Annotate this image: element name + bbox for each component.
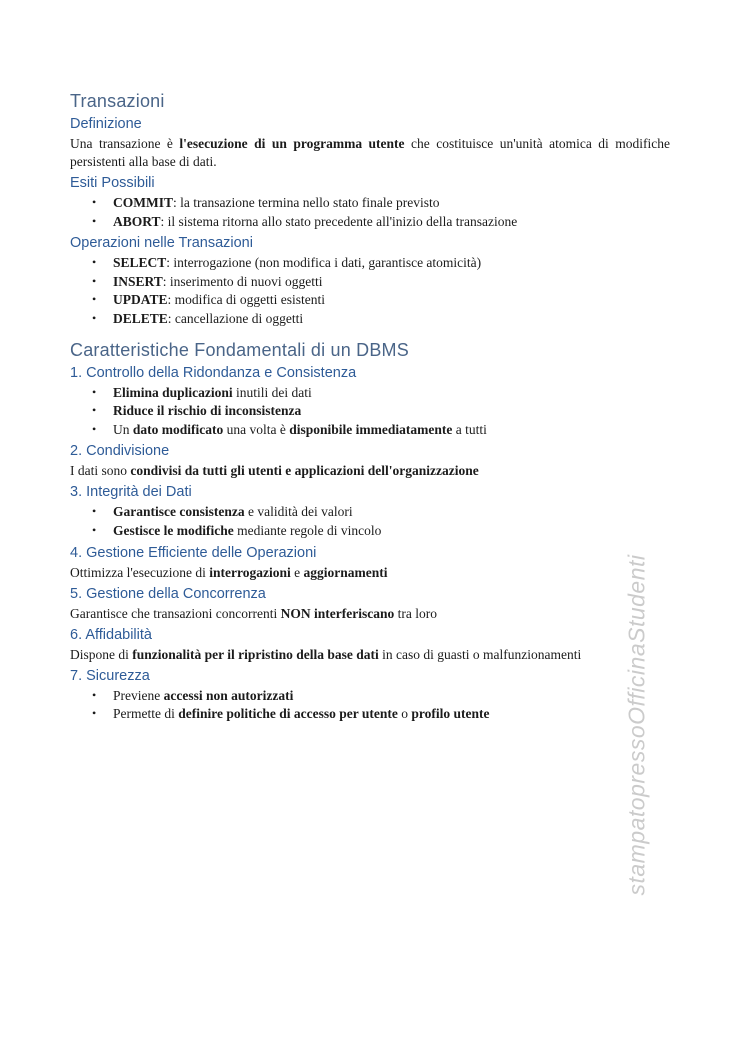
list-item — [70, 291, 670, 310]
list-item — [70, 705, 670, 724]
text-run: I dati sono — [70, 463, 131, 479]
text-run-bold: Riduce il rischio di inconsistenza — [113, 403, 302, 419]
text-run-bold: COMMIT — [113, 195, 173, 210]
section-title-transazioni: Transazioni — [70, 91, 165, 111]
text-run: : inserimento di nuovi oggetti — [162, 273, 323, 289]
text-run-bold: disponibile immediatamente — [289, 421, 453, 437]
text-run-bold: Elimina duplicazioni — [113, 384, 233, 400]
text-run-bold: profilo utente — [411, 706, 490, 722]
text-run-bold: interrogazioni — [209, 564, 291, 580]
text-run: e validità dei valori — [244, 504, 353, 520]
heading-condivisione: 2. Condivisione — [70, 443, 170, 460]
text-run: in caso di guasti o malfunzionamenti — [378, 646, 582, 662]
text-run-bold: SELECT — [113, 255, 167, 271]
bullet-icon: • — [92, 403, 97, 418]
text-run: : la transazione termina nello stato finale previsto — [173, 195, 440, 210]
paragraph-affidabilita — [70, 646, 670, 664]
bullet-list-ridondanza — [70, 384, 670, 440]
text-run-bold: Gestisce le modifiche — [113, 522, 234, 538]
list-item — [70, 194, 670, 213]
list-item — [70, 402, 670, 421]
document-content — [70, 90, 670, 727]
text-run: : il sistema ritorna allo stato precedente all'inizio della transazione — [160, 213, 518, 229]
bullet-icon: • — [92, 522, 97, 537]
text-run: una volta è — [223, 421, 290, 437]
text-run-bold: condivisi da tutti gli utenti e applicazioni dell'organizzazione — [130, 463, 479, 479]
paragraph-concorrenza — [70, 605, 670, 623]
text-run: o — [397, 706, 412, 722]
heading-esiti-possibili: Esiti Possibili — [70, 175, 155, 191]
text-run-bold: ABORT — [113, 213, 161, 229]
list-item — [70, 522, 670, 541]
text-run: : interrogazione (non modifica i dati, garantisce atomicità) — [166, 255, 482, 271]
heading-concorrenza: 5. Gestione della Concorrenza — [70, 585, 266, 602]
list-item — [70, 273, 670, 292]
bullet-icon: • — [92, 310, 97, 325]
text-run-bold: DELETE — [113, 310, 168, 326]
text-run: Un — [113, 421, 133, 437]
bullet-icon: • — [92, 255, 97, 270]
text-run-bold: definire politiche di accesso per utente — [178, 706, 398, 722]
bullet-icon: • — [92, 292, 97, 307]
list-item — [70, 310, 670, 329]
watermark-text: stampatopressoOfficinaStudenti — [623, 554, 650, 896]
text-run-bold: INSERT — [113, 273, 163, 289]
text-run-bold: funzionalità per il ripristino della base dati — [132, 646, 379, 662]
list-item — [70, 421, 670, 440]
heading-affidabilita: 6. Affidabilità — [70, 626, 152, 643]
text-run: Garantisce che transazioni concorrenti — [70, 605, 281, 621]
bullet-icon: • — [92, 504, 97, 519]
paragraph-definizione — [70, 135, 670, 171]
text-run: tra loro — [394, 605, 438, 621]
text-run-bold: UPDATE — [113, 292, 168, 308]
bullet-icon: • — [92, 195, 97, 209]
bullet-icon: • — [92, 421, 97, 436]
heading-operazioni: Operazioni nelle Transazioni — [70, 235, 253, 252]
text-run: che costituisce un'unità atomica di modifiche persistenti alla base di dati. — [70, 136, 671, 169]
bullet-icon: • — [92, 384, 97, 399]
text-run: : modifica di oggetti esistenti — [167, 292, 325, 308]
bullet-icon: • — [92, 213, 97, 228]
bullet-list-operazioni — [70, 254, 670, 328]
text-run: mediante regole di vincolo — [233, 522, 382, 538]
paragraph-gestione-efficiente — [70, 564, 670, 582]
heading-sicurezza: 7. Sicurezza — [70, 667, 150, 684]
bullet-icon: • — [92, 706, 97, 721]
text-run: Dispone di — [70, 646, 133, 662]
list-item — [70, 254, 670, 273]
list-item — [70, 687, 670, 706]
list-item — [70, 213, 670, 232]
bullet-icon: • — [92, 273, 97, 288]
text-run: Una transazione è — [70, 136, 180, 151]
text-run: Ottimizza l'esecuzione di — [70, 564, 210, 580]
bullet-list-sicurezza — [70, 687, 670, 724]
text-run-bold: dato modificato — [132, 421, 224, 437]
text-run: Permette di — [113, 706, 179, 722]
text-run-bold: accessi non autorizzati — [163, 687, 294, 703]
list-item — [70, 503, 670, 522]
heading-gestione-efficiente: 4. Gestione Efficiente delle Operazioni — [70, 544, 317, 561]
paragraph-condivisione — [70, 462, 670, 480]
text-run-bold: l'esecuzione di un programma utente — [179, 136, 405, 151]
bullet-list-esiti — [70, 194, 670, 231]
heading-controllo-ridondanza: 1. Controllo della Ridondanza e Consistenza — [70, 364, 357, 381]
text-run-bold: NON interferiscano — [280, 605, 395, 621]
text-run: a tutti — [452, 421, 487, 437]
bullet-icon: • — [92, 687, 97, 702]
text-run: Previene — [113, 687, 164, 703]
text-run: e — [290, 564, 304, 580]
text-run: : cancellazione di oggetti — [167, 310, 304, 326]
text-run: inutili dei dati — [232, 384, 312, 400]
text-run-bold: Garantisce consistenza — [113, 504, 245, 520]
text-run-bold: aggiornamenti — [303, 564, 388, 580]
section-title-caratteristiche: Caratteristiche Fondamentali di un DBMS — [70, 339, 409, 360]
list-item — [70, 384, 670, 403]
heading-integrita: 3. Integrità dei Dati — [70, 484, 192, 501]
heading-definizione: Definizione — [70, 116, 142, 132]
bullet-list-integrita — [70, 503, 670, 540]
